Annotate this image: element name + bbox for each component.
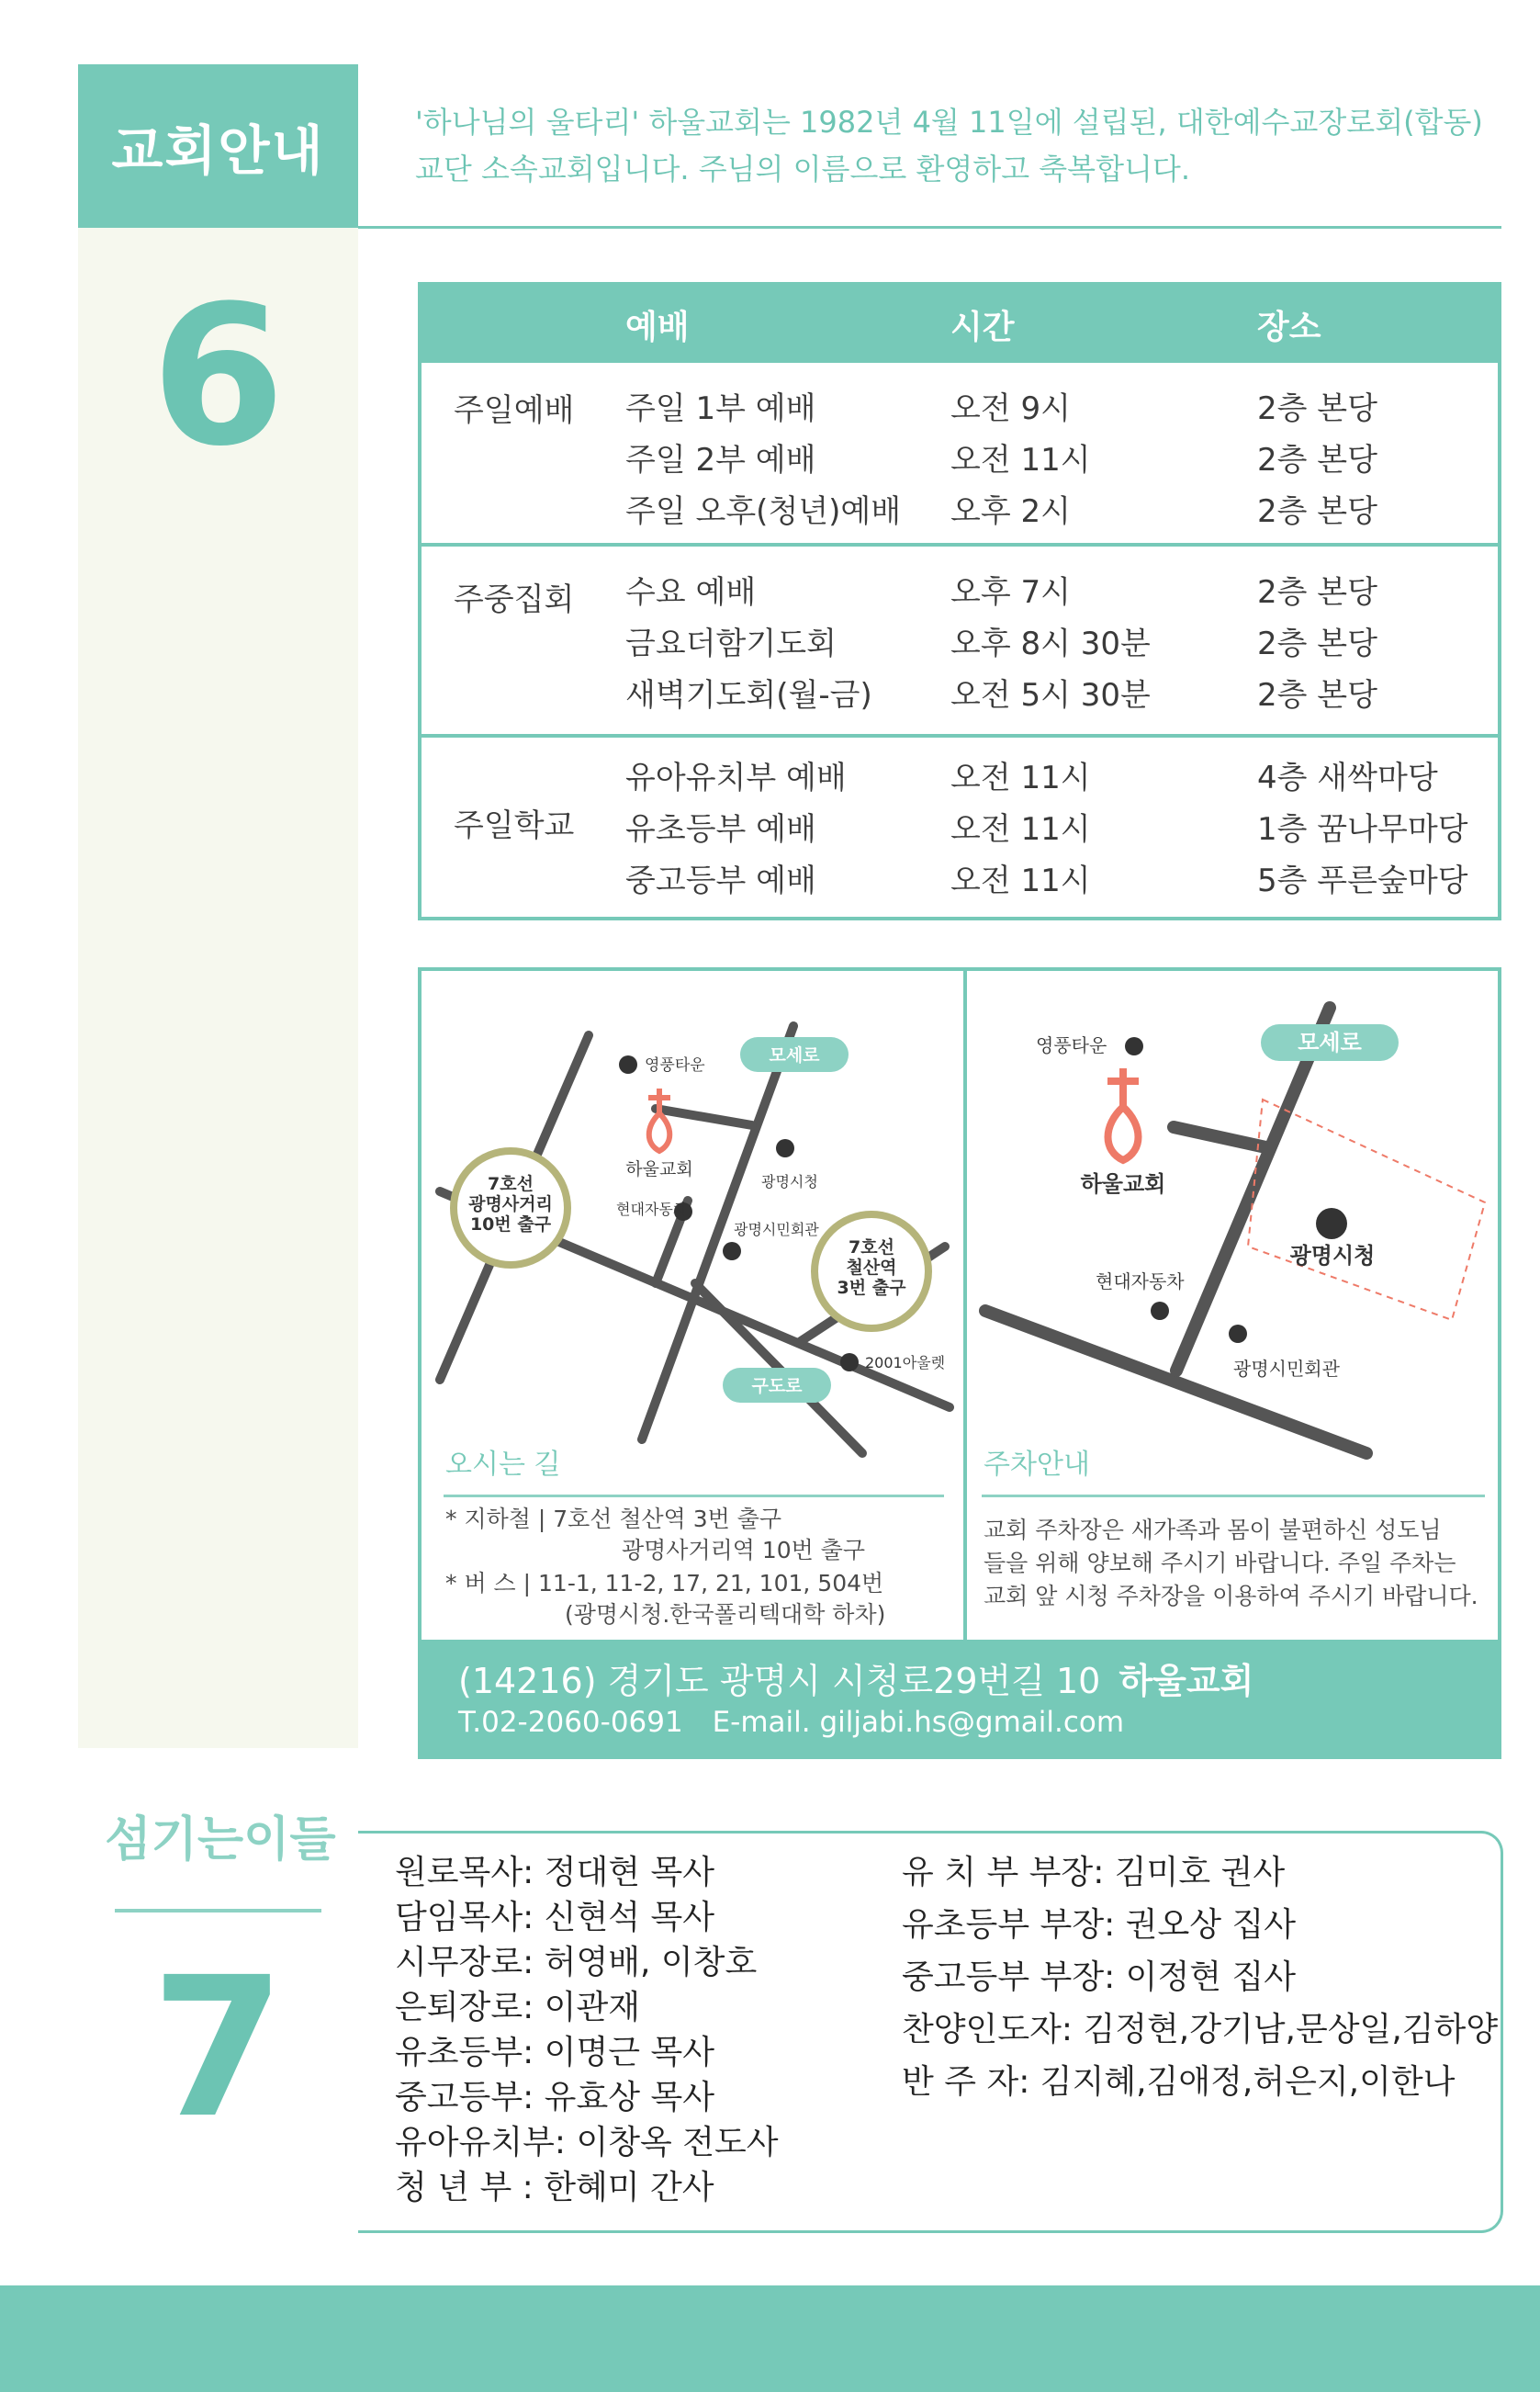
list-item: 원로목사: 정대현 목사: [395, 1854, 714, 1891]
row-service: 수요 예배: [625, 574, 757, 611]
list-item: 중고등부: 유효상 목사: [395, 2079, 714, 2116]
table-header: [422, 286, 1498, 363]
page-number-6: 6: [151, 264, 286, 489]
landmark-dot: [776, 1139, 794, 1157]
row-time: 오전 11시: [950, 811, 1091, 848]
list-item: 유아유치부: 이창옥 전도사: [395, 2124, 779, 2161]
address-bar: [422, 1640, 1498, 1755]
parking-note-3: 교회 앞 시청 주차장을 이용하여 주시기 바랍니다.: [984, 1583, 1478, 1609]
landmark-dot: [1229, 1325, 1247, 1343]
subway-note-2: 광명사거리역 10번 출구: [622, 1537, 866, 1563]
servants-title: 섬기는이들: [105, 1812, 336, 1867]
email-address: E-mail. giljabi.hs@gmail.com: [712, 1706, 1125, 1739]
group-name: 주일학교: [454, 807, 575, 844]
road: [656, 1109, 752, 1125]
label-civic: 광명시민회관: [734, 1221, 819, 1238]
row-place: 4층 새싹마당: [1257, 760, 1438, 796]
row-place: 2층 본당: [1257, 390, 1377, 427]
address-text: (14216) 경기도 광명시 시청로29번길 10: [458, 1661, 1101, 1701]
servants-rule: [115, 1909, 321, 1912]
list-item: 유 치 부 부장: 김미호 권사: [902, 1854, 1286, 1891]
label-church: 하울교회: [625, 1159, 693, 1179]
church-name: 하울교회: [1118, 1661, 1254, 1701]
road: [985, 1311, 1366, 1453]
row-place: 2층 본당: [1257, 574, 1377, 611]
worship-schedule-table: [418, 282, 1501, 920]
subway-note: * 지하철 | 7호선 철산역 3번 출구: [445, 1506, 782, 1532]
row-place: 2층 본당: [1257, 626, 1377, 662]
row-place: 2층 본당: [1257, 677, 1377, 714]
list-item: 청 년 부 : 한혜미 간사: [395, 2169, 714, 2206]
landmark-dot: [840, 1353, 859, 1371]
directions-map: [422, 971, 963, 1467]
church-cross-icon: [648, 1089, 670, 1151]
phone-number: T.02-2060-0691: [458, 1706, 683, 1739]
row-service: 중고등부 예배: [625, 863, 816, 899]
row-service: 주일 2부 예배: [625, 442, 816, 479]
church-cross-icon: [1107, 1068, 1139, 1160]
label-station1-line: 7호선: [488, 1174, 534, 1194]
intro-line-1: '하나님의 울타리' 하울교회는 1982년 4월 11일에 설립된, 대한예수교장로회(합동): [415, 105, 1483, 140]
intro-text: [415, 99, 1508, 193]
directions-caption: 오시는 길: [445, 1449, 561, 1481]
location-box: [418, 967, 1501, 1759]
row-service: 새벽기도회(월-금): [625, 677, 872, 714]
road: [1174, 1127, 1270, 1148]
label-cityhall: 광명시청: [761, 1173, 818, 1190]
group-name: 주일예배: [454, 392, 575, 429]
label-church: 하울교회: [1080, 1171, 1166, 1197]
section-tab: [78, 64, 358, 228]
label-station2-line: 7호선: [849, 1237, 894, 1258]
row-service: 유초등부 예배: [625, 811, 816, 848]
parking-map: [967, 971, 1498, 1467]
group-weekday-meetings: [422, 547, 1498, 738]
parking-note-1: 교회 주차장은 새가족과 몸이 불편하신 성도님: [984, 1517, 1442, 1543]
landmark-dot: [723, 1242, 741, 1260]
contact-line: [458, 1706, 1124, 1739]
intro-line-2: 교단 소속교회입니다. 주님의 이름으로 환영하고 축복합니다.: [415, 152, 1191, 186]
row-place: 1층 꿈나무마당: [1257, 811, 1468, 848]
bus-note-2: (광명시청.한국폴리텍대학 하차): [565, 1601, 886, 1628]
row-time: 오전 11시: [950, 760, 1091, 796]
list-item: 유초등부 부장: 권오상 집사: [902, 1906, 1296, 1944]
row-time: 오후 8시 30분: [950, 626, 1151, 662]
header-time: 시간: [950, 308, 1015, 346]
landmark-dot: [619, 1055, 637, 1074]
list-item: 찬양인도자: 김정현,강기남,문상일,김하양: [902, 2011, 1499, 2048]
row-time: 오전 9시: [950, 390, 1071, 427]
parking-caption: 주차안내: [984, 1449, 1090, 1481]
label-mosero: 모세로: [769, 1045, 820, 1066]
label-civic: 광명시민회관: [1233, 1358, 1340, 1380]
row-service: 유아유치부 예배: [625, 760, 847, 796]
footer-band: [0, 2285, 1540, 2392]
label-station1-exit: 10번 출구: [469, 1214, 552, 1235]
list-item: 반 주 자: 김지혜,김애정,허은지,이한나: [902, 2063, 1456, 2101]
header-place: 장소: [1257, 308, 1321, 346]
address-line: [458, 1653, 1253, 1703]
row-time: 오후 2시: [950, 493, 1071, 530]
list-item: 담임목사: 신현석 목사: [395, 1899, 714, 1936]
bus-note: * 버 스 | 11-1, 11-2, 17, 21, 101, 504번: [445, 1570, 884, 1597]
landmark-dot: [1125, 1037, 1143, 1055]
landmark-dot: [1151, 1302, 1169, 1320]
label-station2-name: 철산역: [846, 1258, 897, 1278]
label-mosero: 모세로: [1298, 1030, 1362, 1055]
row-service: 금요더함기도회: [625, 626, 837, 662]
group-name: 주중집회: [454, 581, 575, 618]
row-service: 주일 오후(청년)예배: [625, 493, 902, 530]
list-item: 시무장로: 허영배, 이창호: [395, 1944, 758, 1981]
row-place: 2층 본당: [1257, 442, 1377, 479]
parking-note-2: 들을 위해 양보해 주시기 바랍니다. 주일 주차는: [984, 1550, 1456, 1576]
list-item: 중고등부 부장: 이정현 집사: [902, 1958, 1296, 1996]
label-youngpoong: 영풍타운: [645, 1056, 705, 1075]
row-service: 주일 1부 예배: [625, 390, 816, 427]
road: [1176, 1008, 1330, 1371]
page-number-7: 7: [151, 1935, 286, 2161]
label-hyundai: 현대자동차: [1096, 1270, 1185, 1292]
row-time: 오전 11시: [950, 442, 1091, 479]
label-gudoro: 구도로: [751, 1376, 803, 1396]
header-service: 예배: [625, 308, 690, 346]
label-cityhall: 광명시청: [1289, 1243, 1376, 1269]
header-divider: [358, 226, 1501, 229]
label-station2-exit: 3번 출구: [837, 1278, 906, 1298]
list-item: 은퇴장로: 이관재: [395, 1989, 641, 2026]
row-place: 5층 푸른숲마당: [1257, 863, 1468, 899]
caption-rule: [444, 1495, 944, 1497]
list-item: 유초등부: 이명근 목사: [395, 2034, 714, 2071]
group-sunday-worship: [422, 363, 1498, 547]
section-tab-label: 교회안내: [111, 119, 325, 182]
row-time: 오전 11시: [950, 863, 1091, 899]
label-station1-name: 광명사거리: [468, 1194, 553, 1214]
row-place: 2층 본당: [1257, 493, 1377, 530]
row-time: 오후 7시: [950, 574, 1071, 611]
caption-rule: [982, 1495, 1485, 1497]
group-sunday-school: [422, 738, 1498, 921]
label-youngpoong: 영풍타운: [1036, 1034, 1107, 1056]
row-time: 오전 5시 30분: [950, 677, 1151, 714]
label-hyundai: 현대자동차: [616, 1201, 688, 1218]
landmark-dot: [1316, 1208, 1347, 1239]
label-outlet: 2001아울렛: [865, 1354, 946, 1371]
